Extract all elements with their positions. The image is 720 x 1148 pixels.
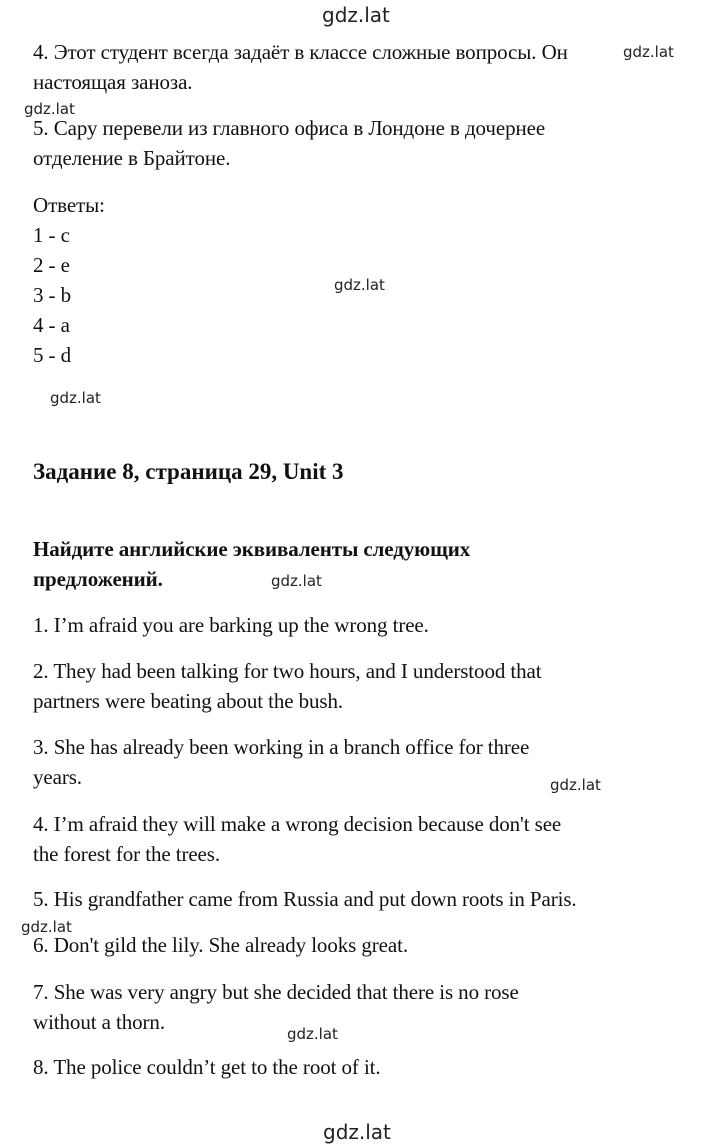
text-line: 7. She was very angry but she decided that there is no rose bbox=[33, 980, 519, 1004]
answer-item: 1 - c bbox=[33, 223, 70, 247]
text-line: 4. I’m afraid they will make a wrong decision because don't see bbox=[33, 812, 562, 836]
text-line: 6. Don't gild the lily. She already looks great. bbox=[33, 933, 408, 957]
sentence-3 bbox=[33, 732, 683, 792]
text-line: Найдите английские эквиваленты следующих bbox=[33, 537, 471, 561]
text-line: years. bbox=[33, 765, 82, 789]
text-line: 4. Этот студент всегда задаёт в классе сложные вопросы. Он bbox=[33, 40, 568, 64]
answer-item: 3 - b bbox=[33, 283, 71, 307]
watermark: gdz.lat bbox=[50, 389, 101, 407]
previous-item-4 bbox=[33, 37, 683, 97]
sentence-2 bbox=[33, 656, 683, 716]
watermark: gdz.lat bbox=[287, 1025, 338, 1043]
watermark-top: gdz.lat bbox=[322, 3, 390, 27]
previous-item-5 bbox=[33, 113, 683, 173]
sentence-1 bbox=[33, 610, 683, 640]
text-line: 5. Сару перевели из главного офиса в Лондоне в дочернее bbox=[33, 116, 546, 140]
task-instruction bbox=[33, 534, 683, 594]
watermark: gdz.lat bbox=[623, 43, 674, 61]
watermark: gdz.lat bbox=[334, 276, 385, 294]
watermark: gdz.lat bbox=[24, 100, 75, 118]
answer-item: 4 - a bbox=[33, 313, 70, 337]
text-line: 5. His grandfather came from Russia and put down roots in Paris. bbox=[33, 887, 577, 911]
sentence-7 bbox=[33, 977, 683, 1037]
watermark: gdz.lat bbox=[21, 918, 72, 936]
answer-item: 5 - d bbox=[33, 343, 71, 367]
text-line: 8. The police couldn’t get to the root of it. bbox=[33, 1055, 381, 1079]
text-line: 3. She has already been working in a branch office for three bbox=[33, 735, 530, 759]
sentence-8 bbox=[33, 1052, 683, 1082]
text-line: 2. They had been talking for two hours, and I understood that bbox=[33, 659, 542, 683]
text-line: partners were beating about the bush. bbox=[33, 689, 344, 713]
watermark: gdz.lat bbox=[271, 572, 322, 590]
text-line: настоящая заноза. bbox=[33, 70, 193, 94]
answer-item: 2 - e bbox=[33, 253, 70, 277]
watermark-bottom: gdz.lat bbox=[323, 1120, 391, 1144]
answers-label: Ответы: bbox=[33, 193, 105, 217]
text-line: the forest for the trees. bbox=[33, 842, 221, 866]
text-line: отделение в Брайтоне. bbox=[33, 146, 231, 170]
watermark: gdz.lat bbox=[550, 776, 601, 794]
sentence-4 bbox=[33, 809, 683, 869]
sentence-6 bbox=[33, 930, 683, 960]
sentence-5 bbox=[33, 884, 683, 914]
answers-block bbox=[33, 190, 683, 370]
text-line: предложений. bbox=[33, 567, 163, 591]
text-line: 1. I’m afraid you are barking up the wrong tree. bbox=[33, 613, 429, 637]
task-heading: Задание 8, страница 29, Unit 3 bbox=[33, 459, 344, 484]
text-line: without a thorn. bbox=[33, 1010, 165, 1034]
